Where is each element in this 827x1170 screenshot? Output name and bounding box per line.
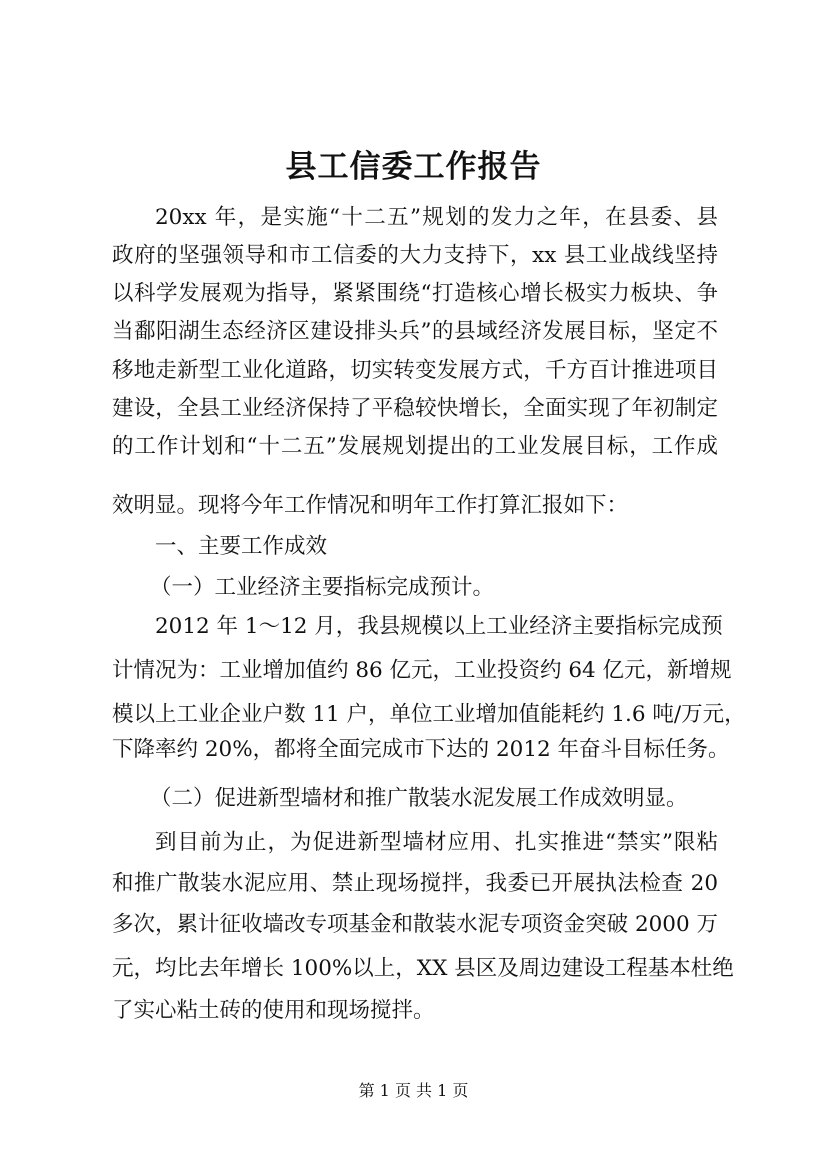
paragraph-line: 到目前为止，为促进新型墙材应用、扎实推进“禁实”限粘 bbox=[155, 830, 718, 855]
paragraph-line: 以科学发展观为指导，紧紧围绕“打造核心增长极实力板块、争 bbox=[112, 281, 718, 306]
document-title: 县工信委工作报告 bbox=[285, 149, 542, 185]
subsection-heading: （二）促进新型墙材和推广散装水泥发展工作成效明显。 bbox=[150, 786, 688, 811]
paragraph-line: 2012 年 1～12 月，我县规模以上工业经济主要指标完成预 bbox=[155, 614, 723, 639]
paragraph-line: 政府的坚强领导和市工信委的大力支持下，xx 县工业战线坚持 bbox=[112, 243, 718, 268]
paragraph-line: 计情况为：工业增加值约 86 亿元，工业投资约 64 亿元，新增规 bbox=[112, 658, 732, 683]
paragraph-line: 的工作计划和“十二五”发展规划提出的工业发展目标，工作成 bbox=[112, 434, 718, 459]
paragraph-line: 移地走新型工业化道路，切实转变发展方式，千方百计推进项目 bbox=[112, 358, 718, 383]
paragraph-line: 下降率约 20%，都将全面完成市下达的 2012 年奋斗目标任务。 bbox=[112, 737, 730, 762]
paragraph-line: 20xx 年，是实施“十二五”规划的发力之年，在县委、县 bbox=[155, 205, 718, 230]
section-heading: 一、主要工作成效 bbox=[155, 534, 328, 559]
paragraph-line: 建设，全县工业经济保持了平稳较快增长，全面实现了年初制定 bbox=[112, 396, 718, 421]
paragraph-line: 了实心粘土砖的使用和现场搅拌。 bbox=[112, 998, 435, 1023]
paragraph-line: 多次，累计征收墙改专项基金和散装水泥专项资金突破 2000 万 bbox=[112, 912, 718, 937]
paragraph-line: 和推广散装水泥应用、禁止现场搅拌，我委已开展执法检查 20 bbox=[112, 871, 718, 896]
paragraph-line: 模以上工业企业户数 11 户，单位工业增加值能耗约 1.6 吨/万元， bbox=[112, 702, 746, 727]
subsection-heading: （一）工业经济主要指标完成预计。 bbox=[150, 575, 495, 600]
paragraph-line: 元，均比去年增长 100%以上，XX 县区及周边建设工程基本杜绝 bbox=[112, 956, 734, 981]
paragraph-line: 效明显。现将今年工作情况和明年工作打算汇报如下： bbox=[112, 493, 629, 518]
paragraph-line: 当鄱阳湖生态经济区建设排头兵”的县域经济发展目标，坚定不 bbox=[112, 319, 718, 344]
page-footer: 第 1 页 共 1 页 bbox=[358, 1081, 469, 1100]
